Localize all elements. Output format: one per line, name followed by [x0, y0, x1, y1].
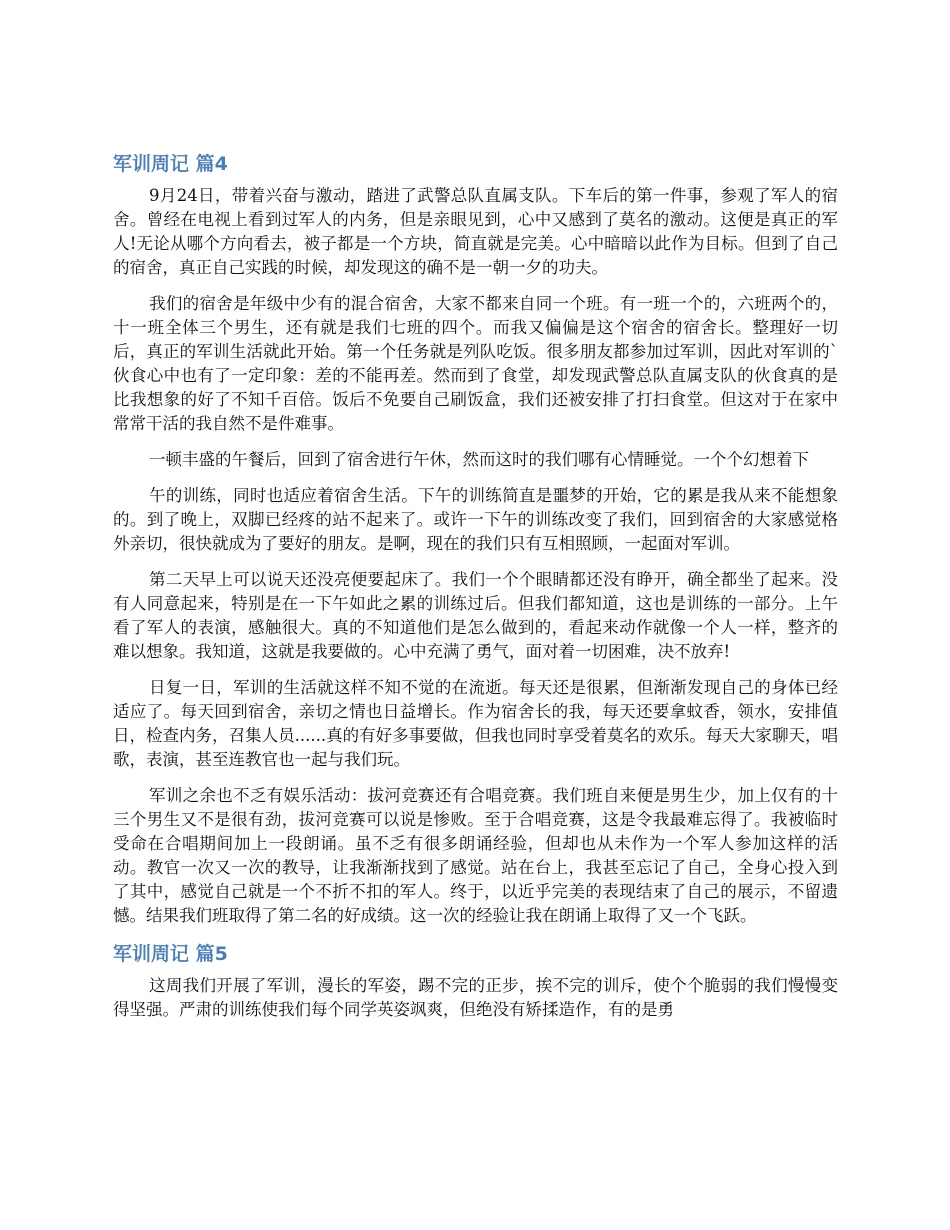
paragraph: 军训之余也不乏有娱乐活动：拔河竞赛还有合唱竞赛。我们班自来便是男生少，加上仅有的十三个男生又不是很有劲，拔河竞赛可以说是惨败。至于合唱竞赛，这是令我最难忘得了。我被临时受命在合唱期间加上一段朗诵。虽不乏有很多朗诵经验，但却也从未作为一个军人参加这样的活动。教官一次又一次的教导，让我渐渐找到了感觉。站在台上，我甚至忘记了自己，全身心投入到了其中，感觉自己就是一个不折不扣的军人。终于，以近乎完美的表现结束了自己的展示，不留遗憾。结果我们班取得了第二名的好成绩。这一次的经验让我在朗诵上取得了又一个飞跃。	[113, 786, 838, 925]
section-heading: 军训周记 篇5	[113, 943, 228, 965]
paragraph: 午的训练，同时也适应着宿舍生活。下午的训练简直是噩梦的开始，它的累是我从来不能想象的。到了晚上，双脚已经疼的站不起来了。或许一下午的训练改变了我们，回到宿舍的大家感觉格外亲切，很快就成为了要好的朋友。是啊，现在的我们只有互相照顾，一起面对军训。	[113, 486, 838, 553]
paragraph: 第二天早上可以说天还没亮便要起床了。我们一个个眼睛都还没有睁开，确全都坐了起来。没有人同意起来，特别是在一下午如此之累的训练过后。但我们都知道，这也是训练的一部分。上午看了军人的表演，感触很大。真的不知道他们是怎么做到的，看起来动作就像一个人一样，整齐的难以想象。我知道，这就是我要做的。心中充满了勇气，面对着一切困难，决不放弃!	[113, 570, 838, 661]
paragraph: 9月24日，带着兴奋与激动，踏进了武警总队直属支队。下车后的第一件事，参观了军人的宿舍。曾经在电视上看到过军人的内务，但是亲眼见到，心中又感到了莫名的激动。这便是真正的军人!无论从哪个方向看去，被子都是一个方块，简直就是完美。心中暗暗以此作为目标。但到了自己的宿舍，真正自己实践的时候，却发现这的确不是一朝一夕的功夫。	[113, 186, 838, 277]
document-page	[113, 150, 838, 1034]
section-article-4	[113, 150, 838, 928]
paragraph: 日复一日，军训的生活就这样不知不觉的在流逝。每天还是很累，但渐渐发现自己的身体已经适应了。每天回到宿舍，亲切之情也日益增长。作为宿舍长的我，每天还要拿蚊香，领水，安排值日，检查内务，召集人员......真的有好多事要做，但我也同时享受着莫名的欢乐。每天大家聊天，唱歌，表演，甚至连教官也一起与我们玩。	[113, 678, 838, 769]
section-heading: 军训周记 篇4	[113, 153, 228, 175]
paragraph: 这周我们开展了军训，漫长的军姿，踢不完的正步，挨不完的训斥，使个个脆弱的我们慢慢变得坚强。严肃的训练使我们每个同学英姿飒爽，但绝没有矫揉造作，有的是勇	[113, 976, 838, 1019]
paragraph: 一顿丰盛的午餐后，回到了宿舍进行午休，然而这时的我们哪有心情睡觉。一个个幻想着下	[149, 450, 809, 469]
paragraph: 我们的宿舍是年级中少有的混合宿舍，大家不都来自同一个班。有一班一个的，六班两个的，十一班全体三个男生，还有就是我们七班的四个。而我又偏偏是这个宿舍的宿舍长。整理好一切后，真正的军训生活就此开始。第一个任务就是列队吃饭。很多朋友都参加过军训，因此对军训的`伙食心中也有了一定印象：差的不能再差。然而到了食堂，却发现武警总队直属支队的伙食真的是比我想象的好了不知千百倍。饭后不免要自己刷饭盒，我们还被安排了打扫食堂。但这对于在家中常常干活的我自然不是件难事。	[113, 294, 838, 433]
section-article-5	[113, 940, 838, 1022]
